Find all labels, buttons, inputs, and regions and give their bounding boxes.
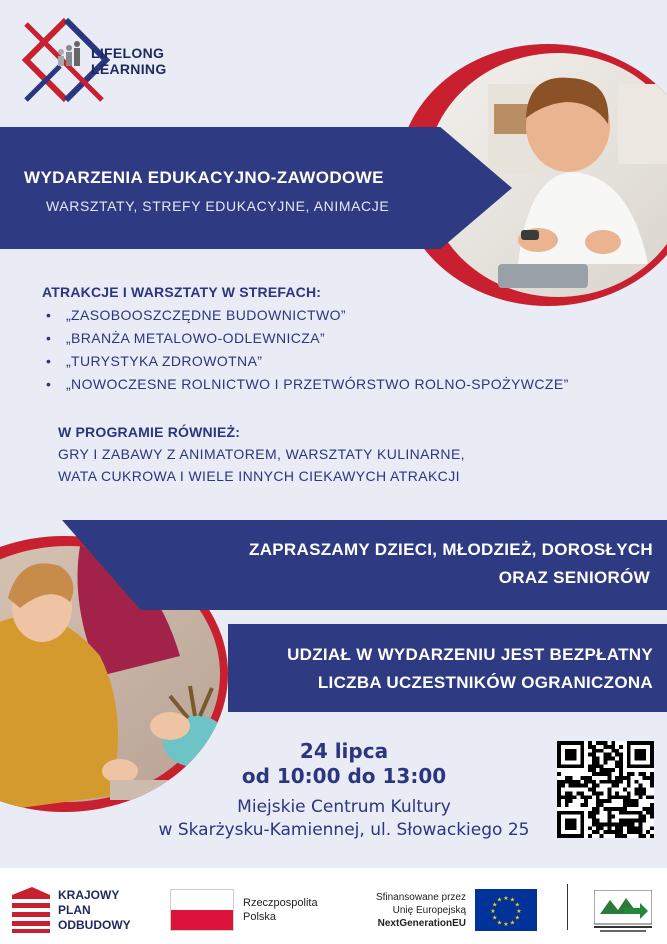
event-time: od 10:00 do 13:00 — [241, 764, 447, 788]
eu-line-2: Unię Europejską — [392, 905, 466, 916]
eu-line-3: NextGenerationEU — [377, 918, 466, 929]
invite-line-1: ZAPRASZAMY DZIECI, MŁODZIEŻ, DOROSŁYCH — [249, 540, 653, 559]
rp-logo-text — [243, 896, 318, 924]
svg-text:★: ★ — [492, 914, 498, 922]
program-line-2: WATA CUKROWA I WIELE INNYCH CIEKAWYCH ATRAKCJI — [58, 468, 460, 484]
event-venue: Miejskie Centrum Kultury — [237, 797, 451, 817]
attraction-item: • „ZASOBOOSZCZĘDNE BUDOWNICTWO” — [46, 304, 569, 327]
svg-text:★: ★ — [509, 919, 516, 927]
program-line-1: GRY I ZABAWY Z ANIMATOREM, WARSZTATY KULINARNE, — [58, 446, 465, 462]
eu-flag — [475, 889, 537, 931]
kpo-logo-text — [58, 888, 131, 933]
hero-title: WYDARZENIA EDUKACYJNO-ZAWODOWE — [24, 168, 384, 187]
svg-text:★: ★ — [503, 895, 509, 902]
attractions-list — [46, 304, 569, 396]
kpo-line-3: ODBUDOWY — [58, 918, 131, 932]
svg-text:★: ★ — [514, 914, 520, 922]
svg-text:★: ★ — [503, 921, 509, 928]
kpo-line-1: KRAJOWY — [58, 888, 120, 902]
participation-line-2: LICZBA UCZESTNIKÓW OGRANICZONA — [317, 673, 653, 692]
hero-subtitle: WARSZTATY, STREFY EDUKACYJNE, ANIMACJE — [46, 198, 390, 214]
hero-banner — [0, 127, 512, 249]
qr-code[interactable] — [557, 741, 654, 838]
svg-text:★: ★ — [514, 901, 520, 909]
logo-text — [91, 45, 167, 77]
svg-text:★: ★ — [509, 896, 516, 904]
svg-text:★: ★ — [496, 919, 503, 927]
logo-line-2: LEARNING — [91, 61, 167, 77]
attraction-item: • „NOWOCZESNE ROLNICTWO I PRZETWÓRSTWO ROLNO-SPOŻYWCZE” — [46, 373, 569, 396]
participation-line-1: UDZIAŁ W WYDARZENIU JEST BEZPŁATNY — [287, 645, 653, 664]
attraction-item: • „TURYSTYKA ZDROWOTNA” — [46, 350, 569, 373]
attraction-item: • „BRANŻA METALOWO-ODLEWNICZA” — [46, 327, 569, 350]
attractions-title: ATRAKCJE I WARSZTATY W STREFACH: — [42, 284, 322, 300]
invite-line-2: ORAZ SENIORÓW — [498, 568, 650, 587]
polish-flag — [170, 889, 234, 931]
program-title: W PROGRAMIE RÓWNIEŻ: — [58, 424, 241, 440]
rp-line-2: Polska — [243, 911, 277, 923]
eu-line-1: Sfinansowane przez — [375, 892, 466, 903]
event-date: 24 lipca — [299, 739, 389, 763]
footer-separator — [567, 884, 568, 930]
svg-text:★: ★ — [516, 908, 522, 915]
svg-text:★: ★ — [496, 896, 503, 904]
kpo-icon — [12, 887, 50, 933]
eu-funding-text — [348, 891, 466, 930]
svg-text:★: ★ — [492, 901, 498, 909]
logo-line-1: LIFELONG — [91, 45, 165, 61]
svg-text:★: ★ — [490, 908, 496, 915]
kpo-line-2: PLAN — [58, 903, 91, 917]
event-address: w Skarżysku-Kamiennej, ul. Słowackiego 25 — [158, 820, 530, 840]
wup-logo — [594, 890, 652, 934]
rp-line-1: Rzeczpospolita — [243, 897, 318, 909]
